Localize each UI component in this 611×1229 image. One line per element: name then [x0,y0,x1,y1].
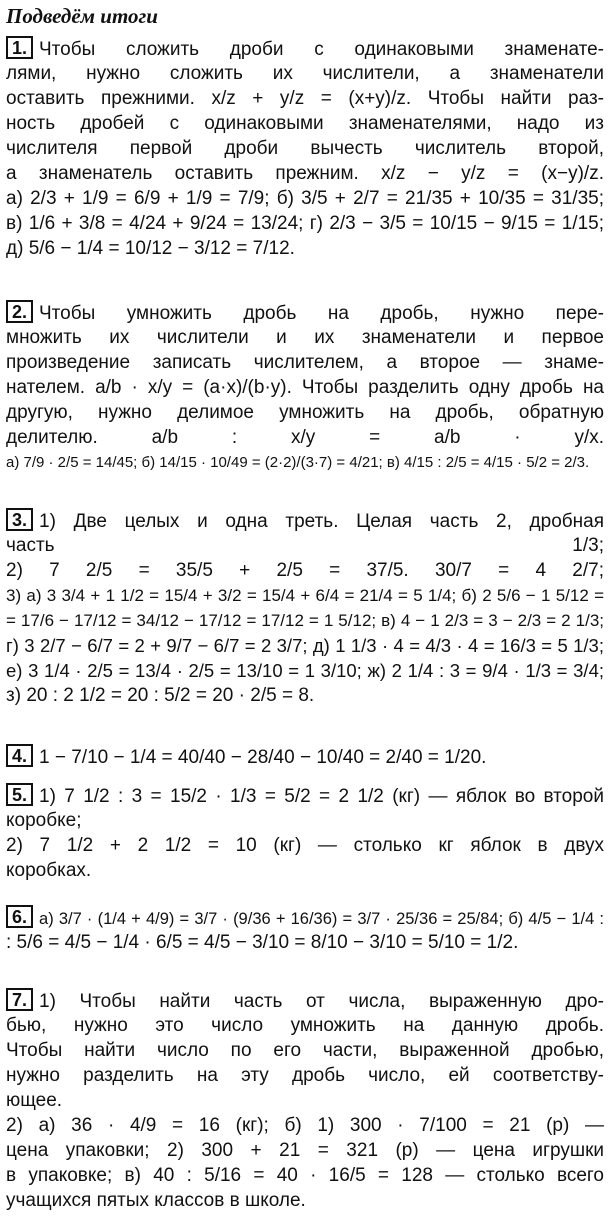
task-number-box: 3. [6,508,33,531]
answer-text: коробке; [6,810,82,831]
answer-text: в упаковке; в) 40 : 5/16 = 40 · 16/5 = 128 — столько всего [6,1165,604,1186]
answer-line [6,161,604,186]
answer-block [6,744,604,769]
answer-block [6,300,604,475]
answer-line [6,425,604,450]
answer-text: а знаменатель оставить прежним. x/z − y/z = (x−y)/z. [6,163,604,184]
answer-text: нужно разделить на эту дробь число, ей соответству- [6,1065,604,1086]
answer-line [6,36,604,61]
answer-text: ющее. [6,1090,63,1111]
task-number-box: 1. [6,36,33,59]
section-heading: Подведём итоги [6,4,158,28]
answer-text: д) 5/6 − 1/4 = 10/12 − 3/12 = 7/12. [6,238,295,259]
answer-line [6,86,604,111]
answer-block [6,988,604,1213]
answer-text: в) 1/6 + 3/8 = 4/24 + 9/24 = 13/24; г) 2/3 − 3/5 = 10/15 − 9/15 = 1/15; [6,213,604,234]
answer-line [6,783,604,808]
answer-text: оставить прежними. x/z + y/z = (x+y)/z. Чтобы найти раз- [6,88,604,109]
answer-line [6,508,604,533]
answer-line [6,325,604,350]
task-number-box: 2. [6,300,33,323]
answer-line [6,300,604,325]
answer-text: а) 2/3 + 1/9 = 6/9 + 1/9 = 7/9; б) 3/5 + 2/7 = 21/35 + 10/35 = 31/35; [6,188,604,209]
task-number-box: 6. [6,905,33,928]
answer-text: г) 3 2/7 − 6/7 = 2 + 9/7 − 6/7 = 2 3/7; д) 1 1/3 · 4 = 4/3 · 4 = 16/3 = 5 1/3; [6,635,604,656]
answer-block [6,905,604,955]
answer-text: 1) Две целых и одна треть. Целая часть 2, дробная [39,511,604,532]
answer-text: часть 1/3; [6,535,604,556]
answer-line [6,350,604,375]
answer-text: 2) а) 36 · 4/9 = 16 (кг); б) 1) 300 · 7/100 = 21 (р) — [6,1115,604,1136]
answer-line [6,1038,604,1063]
answer-text: 2) 7 1/2 + 2 1/2 = 10 (кг) — столько кг яблок в двух [6,835,604,856]
answer-text: делителю. a/b : x/y = a/b · y/x. [6,427,604,448]
answer-line [6,683,604,708]
answer-text: е) 3 1/4 · 2/5 = 13/4 · 2/5 = 13/10 = 1 3/10; ж) 2 1/4 : 3 = 9/4 · 1/3 = 3/4; [6,660,604,681]
answer-line [6,744,604,769]
answer-line [6,558,604,583]
answer-text: 3) а) 3 3/4 + 1 1/2 = 15/4 + 3/2 = 15/4 + 6/4 = 21/4 = 5 1/4; б) 2 5/6 − 1 5/12 = [6,586,604,605]
answer-text: з) 20 : 2 1/2 = 20 : 5/2 = 20 · 2/5 = 8. [6,685,315,706]
answer-line [6,375,604,400]
answer-block [6,36,604,261]
answer-line [6,905,604,930]
task-number-box: 7. [6,988,33,1011]
task-number-box: 4. [6,744,33,767]
answer-text: Чтобы умножить дробь на дробь, нужно пере- [39,303,604,324]
answer-block [6,508,604,708]
answer-line [6,988,604,1013]
answer-line [6,236,604,261]
answer-text: числителя первой дроби вычесть числитель второй, [6,138,604,159]
answer-line [6,1113,604,1138]
answer-line [6,450,604,475]
answer-text: учащихся пятых классов в школе. [6,1190,306,1211]
answer-line [6,1163,604,1188]
answer-block [6,783,604,883]
answer-line [6,633,604,658]
answer-text: 1) 7 1/2 : 3 = 15/2 · 1/3 = 5/2 = 2 1/2 (кг) — яблок во второй [39,786,604,807]
answer-line [6,1013,604,1038]
answer-text: цена упаковки; 2) 300 + 21 = 321 (р) — цена игрушки [6,1140,604,1161]
answer-line [6,833,604,858]
answer-line [6,136,604,161]
answer-text: 1 − 7/10 − 1/4 = 40/40 − 28/40 − 10/40 = 2/40 = 1/20. [39,747,487,768]
answer-text: произведение записать числителем, а второе — знаме- [6,352,604,373]
answer-text: а) 7/9 · 2/5 = 14/45; б) 14/15 · 10/49 = (2·2)/(3·7) = 4/21; в) 4/15 : 2/5 = 4/15 · 5/2 = 2/3. [6,454,590,471]
answer-text: Чтобы сложить дроби с одинаковыми знаменате- [39,39,604,60]
answer-line [6,211,604,236]
answer-line [6,400,604,425]
answer-line [6,1063,604,1088]
answer-line [6,186,604,211]
answer-text: 1) Чтобы найти часть от числа, выраженную дро- [39,991,604,1012]
answer-text: другую, нужно делимое умножить на дробь, обратную [6,402,604,423]
answer-line [6,930,604,955]
answer-text: : 5/6 = 4/5 − 1/4 · 6/5 = 4/5 − 3/10 = 8/10 − 3/10 = 5/10 = 1/2. [6,932,519,953]
answer-text: Чтобы найти число по его части, выраженной дробью, [6,1040,604,1061]
answer-text: 2) 7 2/5 = 35/5 + 2/5 = 37/5. 30/7 = 4 2/7; [6,560,604,581]
answer-line [6,858,604,883]
answer-text: нателем. a/b · x/y = (a·x)/(b·y). Чтобы разделить одну дробь на [6,377,604,398]
answer-text: лями, нужно сложить их числители, а знаменатели [6,63,604,84]
answer-line [6,111,604,136]
answer-line [6,583,604,608]
answer-text: коробках. [6,860,92,881]
answer-text: множить их числители и их знаменатели и первое [6,327,604,348]
answer-line [6,1138,604,1163]
answer-line [6,1188,604,1213]
answer-text: а) 3/7 · (1/4 + 4/9) = 3/7 · (9/36 + 16/36) = 3/7 · 25/36 = 25/84; б) 4/5 − 1/4 : [39,910,604,928]
answer-text: бью, нужно это число умножить на данную дробь. [6,1015,604,1036]
answer-line [6,658,604,683]
answer-line [6,533,604,558]
answer-text: ность дробей с одинаковыми знаменателями, надо из [6,113,604,134]
answer-line [6,608,604,633]
answer-line [6,1088,604,1113]
answer-line [6,808,604,833]
answer-line [6,61,604,86]
answer-text: = 17/6 − 17/12 = 34/12 − 17/12 = 17/12 = 1 5/12; в) 4 − 1 2/3 = 3 − 2/3 = 2 1/3; [6,611,604,630]
task-number-box: 5. [6,783,33,806]
